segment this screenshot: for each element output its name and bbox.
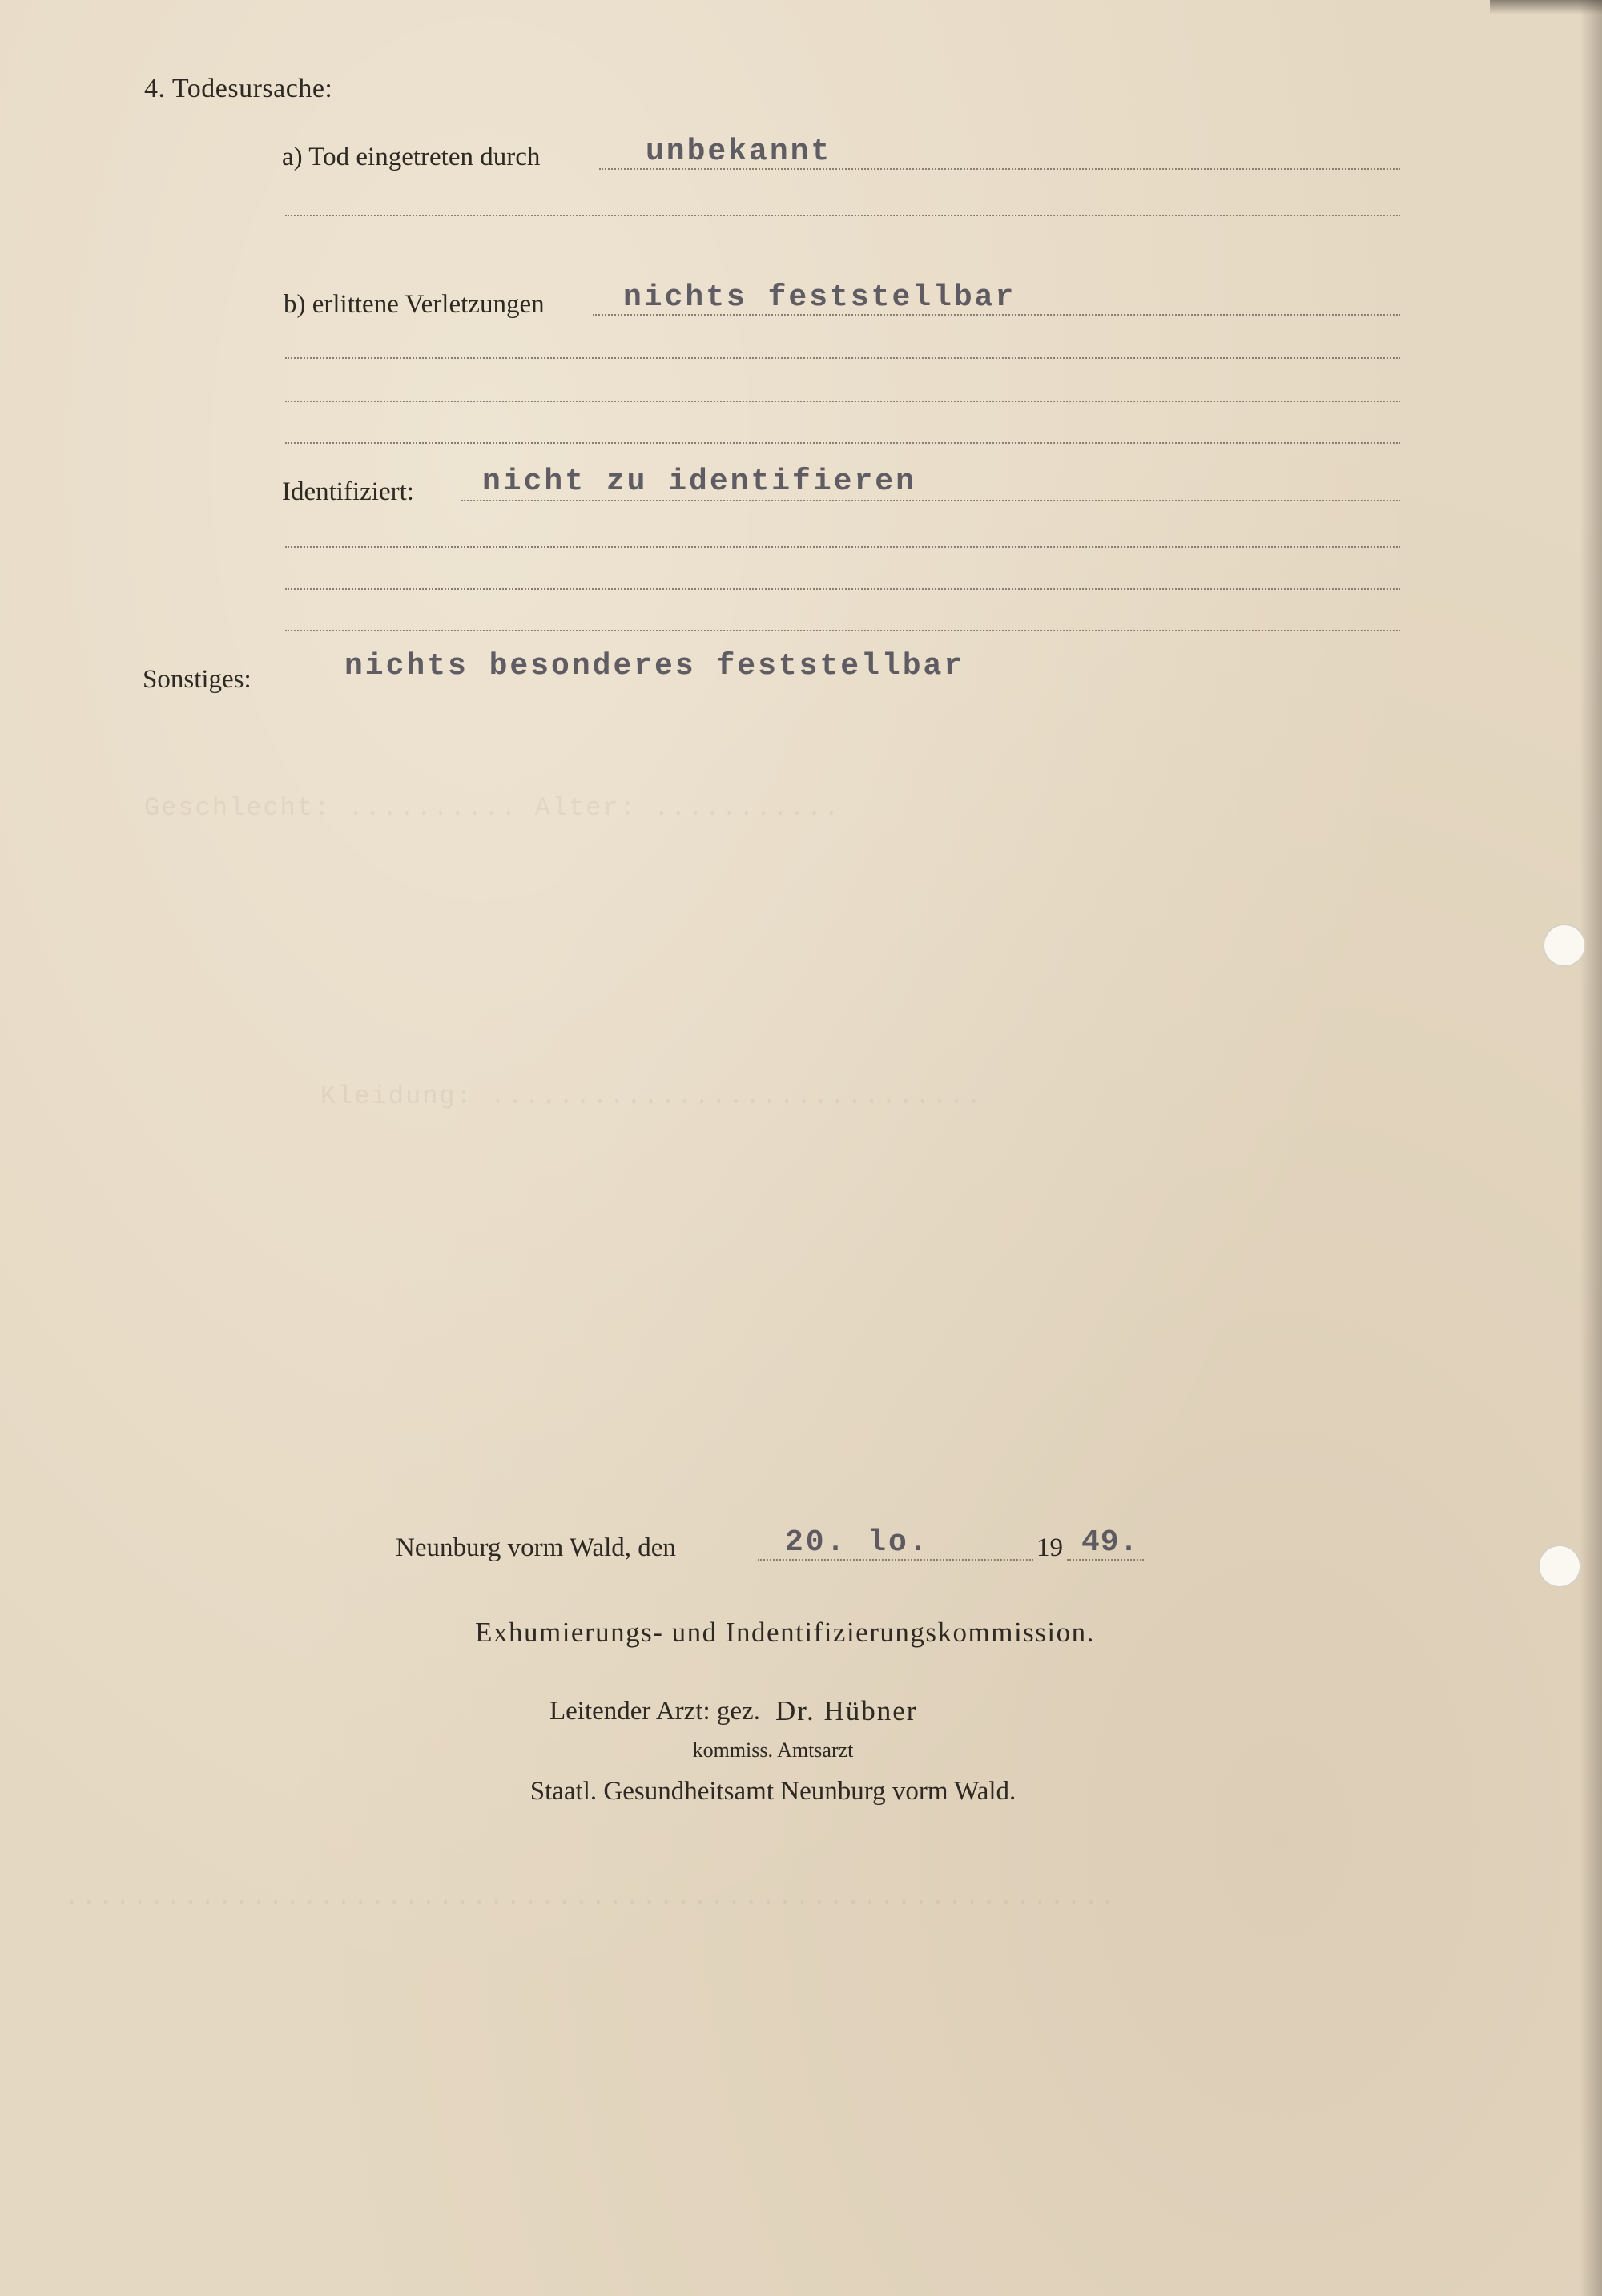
- office-name: Staatl. Gesundheitsamt Neunburg vorm Wald.: [529, 1777, 1016, 1806]
- doctor-label: Leitender Arzt: gez.: [549, 1697, 760, 1726]
- injuries-line-3: [285, 401, 1400, 402]
- year-prefix: 19: [1036, 1533, 1063, 1562]
- identified-line-4: [285, 630, 1400, 631]
- other-value: nichts besonderes feststellbar: [344, 649, 965, 683]
- punch-hole-lower: [1538, 1545, 1581, 1588]
- identified-line-2: [285, 546, 1400, 548]
- identified-value: nicht zu identifieren: [482, 465, 916, 499]
- cause-value: unbekannt: [646, 135, 832, 169]
- place-date-label: Neunburg vorm Wald, den: [396, 1533, 676, 1562]
- injuries-value: nichts feststellbar: [623, 280, 1016, 315]
- date-value: 20. lo.: [785, 1525, 930, 1560]
- injuries-line-4: [285, 442, 1400, 444]
- year-suffix: 49.: [1081, 1525, 1139, 1560]
- identified-line: [461, 500, 1400, 501]
- doctor-title: kommiss. Amtsarzt: [692, 1738, 854, 1762]
- bleed-through-text: Kleidung: .............................: [320, 1082, 983, 1111]
- page-edge-shadow: [1580, 0, 1602, 2296]
- bleed-through-text: ..............................................................: [64, 1883, 1117, 1912]
- punch-hole-upper: [1543, 924, 1586, 967]
- injuries-line-2: [285, 357, 1400, 359]
- injuries-label: b) erlittene Verletzungen: [284, 290, 545, 319]
- other-label: Sonstiges:: [143, 665, 252, 694]
- doctor-name: Dr. Hübner: [775, 1695, 918, 1726]
- cause-line-2: [285, 215, 1400, 216]
- bleed-through-text: Geschlecht: .......... Alter: ...........: [144, 793, 841, 823]
- section-heading: 4. Todesursache:: [144, 74, 333, 103]
- commission-name: Exhumierungs- und Indentifizierungskommission.: [475, 1617, 1095, 1648]
- page-corner-shadow: [1490, 0, 1602, 14]
- identified-line-3: [285, 588, 1400, 590]
- cause-label: a) Tod eingetreten durch: [282, 143, 541, 171]
- identified-label: Identifiziert:: [282, 477, 414, 506]
